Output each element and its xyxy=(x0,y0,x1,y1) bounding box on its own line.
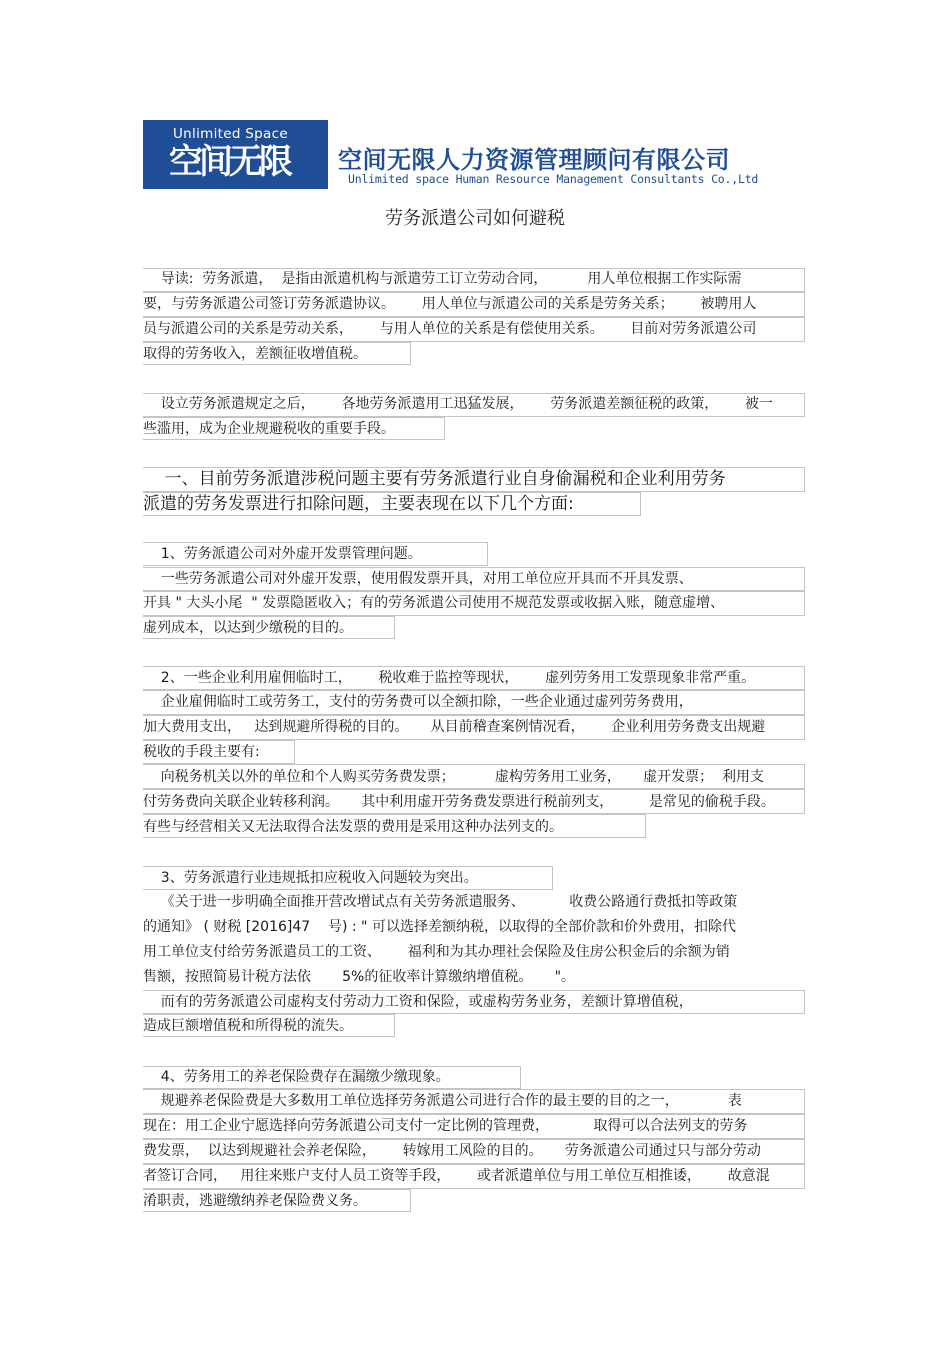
body-text-line: 员与派遣公司的关系是劳动关系， 与用人单位的关系是有偿使用关系。 目前对劳务派遣公司 xyxy=(143,321,757,337)
body-text-line: 加大费用支出， 达到规避所得税的目的。 从目前稽查案例情况看， 企业利用劳务费支出规避 xyxy=(143,719,766,735)
company-logo xyxy=(143,120,328,189)
document-title: 劳务派遣公司如何避税 xyxy=(385,208,565,229)
section-heading-line: 一、目前劳务派遣涉税问题主要有劳务派遣行业自身偷漏税和企业利用劳务 xyxy=(143,469,726,489)
body-text-line: 费发票， 以达到规避社会养老保险， 转嫁用工风险的目的。 劳务派遣公司通过只与部分劳动 xyxy=(143,1143,761,1159)
body-text-line: 用工单位支付给劳务派遣员工的工资、 福利和为其办理社会保险及住房公积金后的余额为销 xyxy=(143,944,730,960)
body-text-line: 要，与劳务派遣公司签订劳务派遣协议。 用人单位与派遣公司的关系是劳务关系； 被聘用人 xyxy=(143,296,757,312)
body-text-line: 造成巨额增值税和所得税的流失。 xyxy=(143,1018,353,1034)
body-text-line: 取得的劳务收入，差额征收增值税。 xyxy=(143,346,367,362)
logo-english-text: Unlimited Space xyxy=(173,126,288,142)
body-text-line: 售额，按照简易计税方法依 5%的征收率计算缴纳增值税。 "。 xyxy=(143,969,576,985)
subsection-heading: 3、劳务派遣行业违规抵扣应税收入问题较为突出。 xyxy=(143,870,478,886)
body-text-line: 规避养老保险费是大多数用工单位选择劳务派遣公司进行合作的最主要的目的之一， 表 xyxy=(143,1093,742,1109)
body-text-line: 一些劳务派遣公司对外虚开发票，使用假发票开具，对用工单位应开具而不开具发票、 xyxy=(143,571,693,587)
body-text-line: 付劳务费向关联企业转移利润。 其中利用虚开劳务费发票进行税前列支， 是常见的偷税手段。 xyxy=(143,794,775,810)
body-text-line: 虚列成本，以达到少缴税的目的。 xyxy=(143,620,353,636)
body-text-line: 开具 " 大头小尾 " 发票隐匿收入；有的劳务派遣公司使用不规范发票或收据入账，随意虚增、 xyxy=(143,595,725,611)
body-text-line: 向税务机关以外的单位和个人购买劳务费发票； 虚构劳务用工业务， 虚开发票； 利用支 xyxy=(143,769,765,785)
body-text-line: 的通知》 ( 财税 [2016]47 号) : " 可以选择差额纳税，以取得的全部价款和价外费用，扣除代 xyxy=(143,919,736,935)
subsection-heading: 1、劳务派遣公司对外虚开发票管理问题。 xyxy=(143,546,422,562)
company-name-english: Unlimited space Human Resource Management Consultants Co.,Ltd xyxy=(348,172,759,186)
body-text-line: 《关于进一步明确全面推开营改增试点有关劳务派遣服务、 收费公路通行费抵扣等政策 xyxy=(143,894,738,910)
body-text-line: 现在：用工企业宁愿选择向劳务派遣公司支付一定比例的管理费， 取得可以合法列支的劳务 xyxy=(143,1118,748,1134)
body-text-line: 淆职责，逃避缴纳养老保险费义务。 xyxy=(143,1193,367,1209)
company-name-chinese: 空间无限人力资源管理顾问有限公司 xyxy=(338,146,730,174)
body-text-line: 导读: 劳务派遣， 是指由派遣机构与派遣劳工订立劳动合同， 用人单位根据工作实际需 xyxy=(143,271,742,287)
body-text-line: 有些与经营相关又无法取得合法发票的费用是采用这种办法列支的。 xyxy=(143,819,563,835)
body-text-line: 而有的劳务派遣公司虚构支付劳动力工资和保险，或虚构劳务业务，差额计算增值税， xyxy=(143,994,693,1010)
section-heading-line: 派遣的劳务发票进行扣除问题，主要表现在以下几个方面: xyxy=(143,494,574,514)
subsection-heading: 2、一些企业利用雇佣临时工， 税收难于监控等现状， 虚列劳务用工发票现象非常严重。 xyxy=(143,670,756,686)
body-text-line: 税收的手段主要有: xyxy=(143,744,260,760)
body-text-line: 者签订合同， 用往来账户支付人员工资等手段， 或者派遣单位与用工单位互相推诿， 故意混 xyxy=(143,1168,770,1184)
letterhead xyxy=(143,120,783,190)
subsection-heading: 4、劳务用工的养老保险费存在漏缴少缴现象。 xyxy=(143,1069,450,1085)
logo-chinese-text: 空间无限 xyxy=(169,142,289,182)
body-text-line: 企业雇佣临时工或劳务工，支付的劳务费可以全额扣除，一些企业通过虚列劳务费用， xyxy=(143,694,693,710)
body-text-line: 些滥用，成为企业规避税收的重要手段。 xyxy=(143,421,395,437)
body-text-line: 设立劳务派遣规定之后， 各地劳务派遣用工迅猛发展， 劳务派遣差额征税的政策， 被一 xyxy=(143,396,773,412)
